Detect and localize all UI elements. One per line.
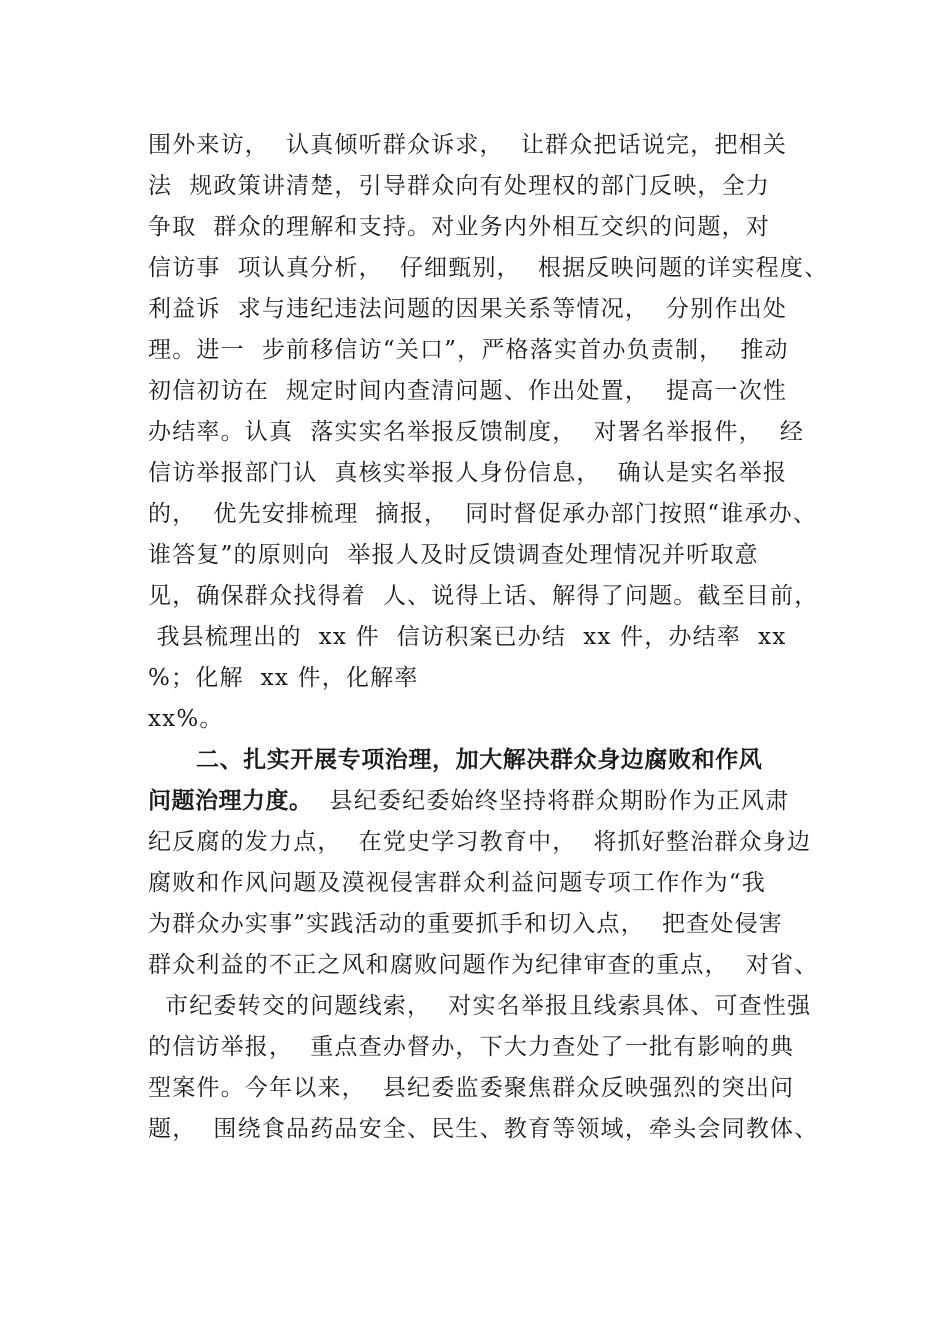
text-line: 信访举报部门认 真核实举报人身份信息， 确认是实名举报 (148, 460, 788, 486)
text-line: 见，确保群众找得着 人、说得上话、解得了问题。截至目前， (148, 583, 819, 609)
text-line: %；化解 xx 件，化解率 (148, 665, 419, 691)
text-line: 信访事 项认真分析， 仔细甄别， 根据反映问题的详实程度、 (148, 255, 829, 281)
text-line: 争取 群众的理解和支持。对业务内外相互交织的问题，对 (148, 214, 771, 240)
text-line: xx%。 (148, 706, 224, 732)
text-line: 法 规政策讲清楚，引导群众向有处理权的部门反映，全力 (148, 173, 771, 199)
text-line: 的， 优先安排梳理 摘报， 同时督促承办部门按照“谁承办、 (148, 501, 818, 527)
section-heading-continued: 问题治理力度。 (148, 788, 313, 814)
text-line: 办结率。认真 落实实名举报反馈制度， 对署名举报件， 经 (148, 419, 805, 445)
text-line: 理。进一 步前移信访“关口”，严格落实首办负责制， 推动 (148, 337, 789, 363)
text-line: 谁答复”的原则向 举报人及时反馈调查处理情况并听取意 (148, 542, 759, 568)
text-line: 纪反腐的发力点， 在党史学习教育中， 将抓好整治群众身边 (148, 829, 812, 855)
text-line: 题， 围绕食品药品安全、民生、教育等领域，牵头会同教体、 (148, 1116, 819, 1142)
text-line-rest: 县纪委纪委始终坚持将群众期盼作为正风肃 (312, 788, 790, 814)
text-line: 型案件。今年以来， 县纪委监委聚焦群众反映强烈的突出问 (148, 1075, 795, 1101)
text-line: 腐败和作风问题及漠视侵害群众利益问题专项工作作为“我 (148, 870, 766, 896)
text-line: 的信访举报， 重点查办督办，下大力查处了一批有影响的典 (148, 1034, 795, 1060)
text-line: 我县梳理出的 xx 件 信访积案已办结 xx 件，办结率 xx (148, 624, 787, 650)
text-line: 利益诉 求与违纪违法问题的因果关系等情况， 分别作出处 (148, 296, 788, 322)
text-line: 为群众办实事”实践活动的重要抓手和切入点， 把查处侵害 (148, 911, 783, 937)
text-line (148, 786, 789, 816)
section-heading: 二、扎实开展专项治理，加大解决群众身边腐败和作风 (196, 747, 763, 773)
text-line: 群众利益的不正之风和腐败问题作为纪律审查的重点， 对省、 (148, 952, 819, 978)
text-line: 市纪委转交的问题线索， 对实名举报且线索具体、可查性强 (148, 993, 812, 1019)
text-line: 围外来访， 认真倾听群众诉求， 让群众把话说完，把相关 (148, 132, 788, 158)
text-line: 初信初访在 规定时间内查清问题、作出处置， 提高一次性 (148, 378, 788, 404)
